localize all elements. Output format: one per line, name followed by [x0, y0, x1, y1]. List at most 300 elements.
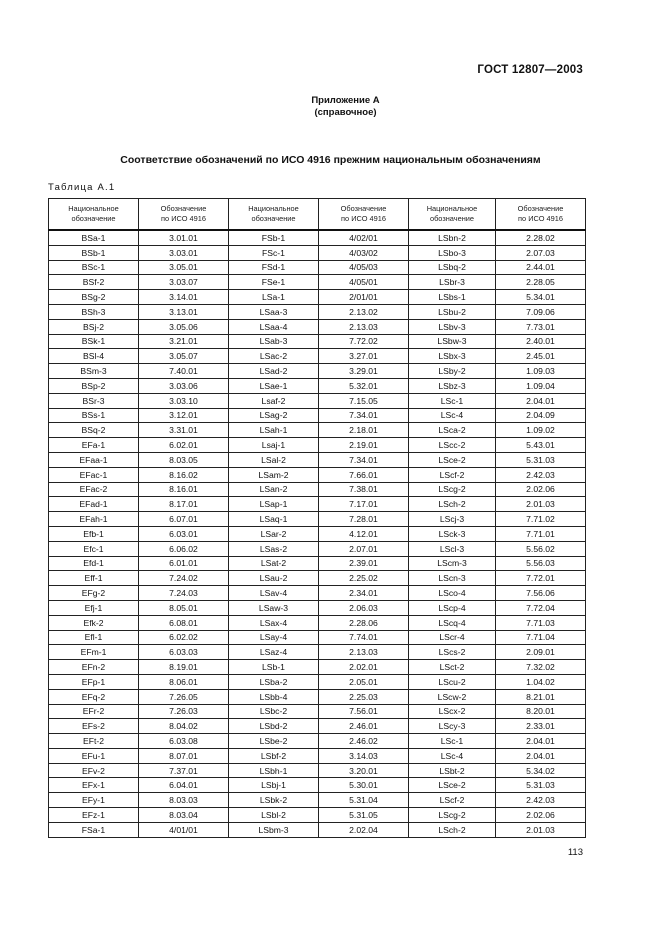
- national-code-cell: LSaa-4: [229, 319, 319, 334]
- iso-code-cell: 6.06.02: [139, 541, 229, 556]
- national-code-cell: LSab-3: [229, 334, 319, 349]
- iso-code-cell: 2.19.01: [319, 438, 409, 453]
- national-code-cell: BSc-1: [49, 260, 139, 275]
- iso-code-cell: 6.03.03: [139, 645, 229, 660]
- table-row: [49, 748, 586, 763]
- iso-code-cell: 5.31.03: [496, 452, 586, 467]
- table-row: [49, 734, 586, 749]
- iso-code-cell: 7.15.05: [319, 393, 409, 408]
- table-row: [49, 378, 586, 393]
- table-body: [49, 230, 586, 837]
- iso-code-cell: 2.13.03: [319, 645, 409, 660]
- iso-code-cell: 2.40.01: [496, 334, 586, 349]
- national-code-cell: FSe-1: [229, 275, 319, 290]
- national-code-cell: LSa-1: [229, 290, 319, 305]
- national-code-cell: EFaa-1: [49, 452, 139, 467]
- national-code-cell: BSr-3: [49, 393, 139, 408]
- national-code-cell: LSax-4: [229, 615, 319, 630]
- national-code-cell: LSce-2: [409, 778, 496, 793]
- national-code-cell: LSae-1: [229, 378, 319, 393]
- table-row: [49, 586, 586, 601]
- iso-code-cell: 2.04.09: [496, 408, 586, 423]
- national-code-cell: Efd-1: [49, 556, 139, 571]
- national-code-cell: LScs-2: [409, 645, 496, 660]
- iso-code-cell: 7.71.03: [496, 615, 586, 630]
- iso-code-cell: 6.02.02: [139, 630, 229, 645]
- national-code-cell: LSbl-2: [229, 808, 319, 823]
- national-code-cell: EFp-1: [49, 674, 139, 689]
- table-row: [49, 763, 586, 778]
- iso-code-cell: 2.07.01: [319, 541, 409, 556]
- iso-code-cell: 8.05.01: [139, 600, 229, 615]
- national-code-cell: LSbw-3: [409, 334, 496, 349]
- table-row: [49, 482, 586, 497]
- correspondence-table-wrapper: [48, 198, 585, 838]
- header-iso-3: Обозначение по ИСО 4916: [496, 199, 586, 231]
- national-code-cell: EFn-2: [49, 660, 139, 675]
- iso-code-cell: 2.01.03: [496, 822, 586, 837]
- table-row: [49, 349, 586, 364]
- iso-code-cell: 2.33.01: [496, 719, 586, 734]
- iso-code-cell: 8.03.05: [139, 452, 229, 467]
- table-row: [49, 423, 586, 438]
- table-row: [49, 793, 586, 808]
- iso-code-cell: 7.17.01: [319, 497, 409, 512]
- national-code-cell: LSau-2: [229, 571, 319, 586]
- iso-code-cell: 3.12.01: [139, 408, 229, 423]
- national-code-cell: LScf-2: [409, 793, 496, 808]
- iso-code-cell: 8.03.04: [139, 808, 229, 823]
- national-code-cell: LSc-4: [409, 748, 496, 763]
- table-row: [49, 778, 586, 793]
- iso-code-cell: 7.72.04: [496, 600, 586, 615]
- iso-code-cell: 1.09.02: [496, 423, 586, 438]
- national-code-cell: EFx-1: [49, 778, 139, 793]
- national-code-cell: LSah-1: [229, 423, 319, 438]
- national-code-cell: LSco-4: [409, 586, 496, 601]
- iso-code-cell: 2.28.02: [496, 230, 586, 245]
- national-code-cell: LScn-3: [409, 571, 496, 586]
- national-code-cell: LSar-2: [229, 526, 319, 541]
- appendix-label: [0, 95, 661, 119]
- national-code-cell: FSd-1: [229, 260, 319, 275]
- national-code-cell: FSb-1: [229, 230, 319, 245]
- national-code-cell: LSaz-4: [229, 645, 319, 660]
- iso-code-cell: 4/03/02: [319, 245, 409, 260]
- national-code-cell: LSby-2: [409, 364, 496, 379]
- iso-code-cell: 7.56.01: [319, 704, 409, 719]
- national-code-cell: BSb-1: [49, 245, 139, 260]
- iso-code-cell: 6.03.08: [139, 734, 229, 749]
- iso-code-cell: 8.17.01: [139, 497, 229, 512]
- table-row: [49, 526, 586, 541]
- iso-code-cell: 1.09.04: [496, 378, 586, 393]
- national-code-cell: LSay-4: [229, 630, 319, 645]
- national-code-cell: LSat-2: [229, 556, 319, 571]
- iso-code-cell: 2.42.03: [496, 793, 586, 808]
- document-heading: Соответствие обозначений по ИСО 4916 прежним национальным обозначениям: [120, 154, 541, 166]
- iso-code-cell: 7.56.06: [496, 586, 586, 601]
- national-code-cell: LSbx-3: [409, 349, 496, 364]
- national-code-cell: Efb-1: [49, 526, 139, 541]
- iso-code-cell: 8.21.01: [496, 689, 586, 704]
- national-code-cell: EFv-2: [49, 763, 139, 778]
- national-code-cell: BSg-2: [49, 290, 139, 305]
- national-code-cell: LSbj-1: [229, 778, 319, 793]
- iso-code-cell: 3.05.06: [139, 319, 229, 334]
- iso-code-cell: 3.01.01: [139, 230, 229, 245]
- iso-code-cell: 7.26.03: [139, 704, 229, 719]
- table-row: [49, 600, 586, 615]
- national-code-cell: EFm-1: [49, 645, 139, 660]
- national-code-cell: BSa-1: [49, 230, 139, 245]
- iso-code-cell: 3.03.01: [139, 245, 229, 260]
- national-code-cell: LSbc-2: [229, 704, 319, 719]
- national-code-cell: LSbv-3: [409, 319, 496, 334]
- national-code-cell: BSk-1: [49, 334, 139, 349]
- national-code-cell: LSaw-3: [229, 600, 319, 615]
- national-code-cell: BSp-2: [49, 378, 139, 393]
- iso-code-cell: 5.56.03: [496, 556, 586, 571]
- iso-code-cell: 3.13.01: [139, 304, 229, 319]
- national-code-cell: FSa-1: [49, 822, 139, 837]
- iso-code-cell: 7.72.01: [496, 571, 586, 586]
- iso-code-cell: 2.44.01: [496, 260, 586, 275]
- table-row: [49, 334, 586, 349]
- iso-code-cell: 3.29.01: [319, 364, 409, 379]
- national-code-cell: LSbb-4: [229, 689, 319, 704]
- iso-code-cell: 6.01.01: [139, 556, 229, 571]
- iso-code-cell: 2.46.02: [319, 734, 409, 749]
- iso-code-cell: 8.06.01: [139, 674, 229, 689]
- national-code-cell: LScu-2: [409, 674, 496, 689]
- header-national-2: Национальное обозначение: [229, 199, 319, 231]
- iso-code-cell: 2.42.03: [496, 467, 586, 482]
- iso-code-cell: 2.46.01: [319, 719, 409, 734]
- national-code-cell: EFg-2: [49, 586, 139, 601]
- iso-code-cell: 5.34.01: [496, 290, 586, 305]
- iso-code-cell: 7.24.02: [139, 571, 229, 586]
- table-row: [49, 260, 586, 275]
- iso-code-cell: 6.08.01: [139, 615, 229, 630]
- national-code-cell: EFr-2: [49, 704, 139, 719]
- iso-code-cell: 4/05/01: [319, 275, 409, 290]
- national-code-cell: LSbf-2: [229, 748, 319, 763]
- national-code-cell: EFt-2: [49, 734, 139, 749]
- table-row: [49, 571, 586, 586]
- iso-code-cell: 7.09.06: [496, 304, 586, 319]
- national-code-cell: BSj-2: [49, 319, 139, 334]
- iso-code-cell: 3.05.01: [139, 260, 229, 275]
- iso-code-cell: 3.05.07: [139, 349, 229, 364]
- national-code-cell: EFac-2: [49, 482, 139, 497]
- national-code-cell: LScp-4: [409, 600, 496, 615]
- national-code-cell: BSf-2: [49, 275, 139, 290]
- iso-code-cell: 2.02.04: [319, 822, 409, 837]
- table-row: [49, 304, 586, 319]
- national-code-cell: LSce-2: [409, 452, 496, 467]
- iso-code-cell: 2.07.03: [496, 245, 586, 260]
- table-row: [49, 512, 586, 527]
- header-national-1: Национальное обозначение: [49, 199, 139, 231]
- iso-code-cell: 3.14.03: [319, 748, 409, 763]
- national-code-cell: LSct-2: [409, 660, 496, 675]
- national-code-cell: EFad-1: [49, 497, 139, 512]
- header-national-3: Национальное обозначение: [409, 199, 496, 231]
- iso-code-cell: 5.43.01: [496, 438, 586, 453]
- iso-code-cell: 8.19.01: [139, 660, 229, 675]
- national-code-cell: Eff-1: [49, 571, 139, 586]
- iso-code-cell: 2.13.02: [319, 304, 409, 319]
- table-row: [49, 319, 586, 334]
- national-code-cell: Efk-2: [49, 615, 139, 630]
- national-code-cell: LScl-3: [409, 541, 496, 556]
- national-code-cell: BSh-3: [49, 304, 139, 319]
- table-row: [49, 467, 586, 482]
- iso-code-cell: 3.14.01: [139, 290, 229, 305]
- iso-code-cell: 5.34.02: [496, 763, 586, 778]
- table-row: [49, 808, 586, 823]
- iso-code-cell: 4/01/01: [139, 822, 229, 837]
- national-code-cell: EFy-1: [49, 793, 139, 808]
- national-code-cell: LSam-2: [229, 467, 319, 482]
- iso-code-cell: 7.26.05: [139, 689, 229, 704]
- iso-code-cell: 1.04.02: [496, 674, 586, 689]
- table-row: [49, 822, 586, 837]
- national-code-cell: LSbt-2: [409, 763, 496, 778]
- national-code-cell: LScj-3: [409, 512, 496, 527]
- iso-code-cell: 7.66.01: [319, 467, 409, 482]
- table-row: [49, 364, 586, 379]
- national-code-cell: LSbu-2: [409, 304, 496, 319]
- national-code-cell: Efc-1: [49, 541, 139, 556]
- iso-code-cell: 2.06.03: [319, 600, 409, 615]
- iso-code-cell: 8.20.01: [496, 704, 586, 719]
- national-code-cell: LScq-4: [409, 615, 496, 630]
- iso-code-cell: 7.40.01: [139, 364, 229, 379]
- table-row: [49, 719, 586, 734]
- iso-code-cell: 6.03.01: [139, 526, 229, 541]
- national-code-cell: LSba-2: [229, 674, 319, 689]
- national-code-cell: LSal-2: [229, 452, 319, 467]
- correspondence-table: [48, 198, 586, 838]
- national-code-cell: Lsaf-2: [229, 393, 319, 408]
- iso-code-cell: 8.16.02: [139, 467, 229, 482]
- iso-code-cell: 2.04.01: [496, 393, 586, 408]
- page-number: 113: [567, 847, 583, 858]
- iso-code-cell: 2.25.02: [319, 571, 409, 586]
- iso-code-cell: 6.04.01: [139, 778, 229, 793]
- iso-code-cell: 2/01/01: [319, 290, 409, 305]
- national-code-cell: LSc-1: [409, 734, 496, 749]
- national-code-cell: EFz-1: [49, 808, 139, 823]
- national-code-cell: Efj-1: [49, 600, 139, 615]
- iso-code-cell: 5.56.02: [496, 541, 586, 556]
- table-row: [49, 674, 586, 689]
- table-row: [49, 290, 586, 305]
- table-row: [49, 245, 586, 260]
- national-code-cell: LSac-2: [229, 349, 319, 364]
- iso-code-cell: 7.32.02: [496, 660, 586, 675]
- iso-code-cell: 4/05/03: [319, 260, 409, 275]
- iso-code-cell: 3.27.01: [319, 349, 409, 364]
- iso-code-cell: 3.03.06: [139, 378, 229, 393]
- iso-code-cell: 7.72.02: [319, 334, 409, 349]
- iso-code-cell: 6.02.01: [139, 438, 229, 453]
- national-code-cell: EFs-2: [49, 719, 139, 734]
- national-code-cell: LSap-1: [229, 497, 319, 512]
- iso-code-cell: 4.12.01: [319, 526, 409, 541]
- iso-code-cell: 2.13.03: [319, 319, 409, 334]
- appendix-title: Приложение А: [311, 95, 380, 106]
- iso-code-cell: 7.74.01: [319, 630, 409, 645]
- iso-code-cell: 5.31.03: [496, 778, 586, 793]
- national-code-cell: EFah-1: [49, 512, 139, 527]
- table-header-row: [49, 199, 586, 231]
- table-row: [49, 704, 586, 719]
- national-code-cell: Efl-1: [49, 630, 139, 645]
- iso-code-cell: 3.21.01: [139, 334, 229, 349]
- national-code-cell: LSch-2: [409, 497, 496, 512]
- national-code-cell: LScr-4: [409, 630, 496, 645]
- iso-code-cell: 4/02/01: [319, 230, 409, 245]
- national-code-cell: LSag-2: [229, 408, 319, 423]
- national-code-cell: LSc-4: [409, 408, 496, 423]
- table-row: [49, 615, 586, 630]
- iso-code-cell: 2.04.01: [496, 748, 586, 763]
- iso-code-cell: 7.24.03: [139, 586, 229, 601]
- iso-code-cell: 2.02.06: [496, 482, 586, 497]
- table-row: [49, 497, 586, 512]
- table-row: [49, 689, 586, 704]
- national-code-cell: LScc-2: [409, 438, 496, 453]
- national-code-cell: LSbe-2: [229, 734, 319, 749]
- iso-code-cell: 7.34.01: [319, 452, 409, 467]
- national-code-cell: LSan-2: [229, 482, 319, 497]
- national-code-cell: LScf-2: [409, 467, 496, 482]
- iso-code-cell: 5.30.01: [319, 778, 409, 793]
- national-code-cell: LScy-3: [409, 719, 496, 734]
- iso-code-cell: 2.05.01: [319, 674, 409, 689]
- table-row: [49, 452, 586, 467]
- national-code-cell: LSch-2: [409, 822, 496, 837]
- iso-code-cell: 7.34.01: [319, 408, 409, 423]
- iso-code-cell: 2.09.01: [496, 645, 586, 660]
- national-code-cell: LSbs-1: [409, 290, 496, 305]
- iso-code-cell: 8.04.02: [139, 719, 229, 734]
- iso-code-cell: 2.25.03: [319, 689, 409, 704]
- table-row: [49, 393, 586, 408]
- table-row: [49, 230, 586, 245]
- iso-code-cell: 7.28.01: [319, 512, 409, 527]
- iso-code-cell: 2.02.01: [319, 660, 409, 675]
- national-code-cell: LScg-2: [409, 482, 496, 497]
- national-code-cell: LScm-3: [409, 556, 496, 571]
- iso-code-cell: 2.28.06: [319, 615, 409, 630]
- iso-code-cell: 2.34.01: [319, 586, 409, 601]
- iso-code-cell: 8.07.01: [139, 748, 229, 763]
- iso-code-cell: 7.71.01: [496, 526, 586, 541]
- table-row: [49, 645, 586, 660]
- iso-code-cell: 1.09.03: [496, 364, 586, 379]
- national-code-cell: EFa-1: [49, 438, 139, 453]
- appendix-subtitle: (справочное): [314, 107, 377, 118]
- iso-code-cell: 7.38.01: [319, 482, 409, 497]
- table-row: [49, 556, 586, 571]
- header-iso-2: Обозначение по ИСО 4916: [319, 199, 409, 231]
- national-code-cell: LScw-2: [409, 689, 496, 704]
- table-row: [49, 275, 586, 290]
- iso-code-cell: 2.02.06: [496, 808, 586, 823]
- table-row: [49, 660, 586, 675]
- iso-code-cell: 2.39.01: [319, 556, 409, 571]
- iso-code-cell: 2.28.05: [496, 275, 586, 290]
- iso-code-cell: 5.31.04: [319, 793, 409, 808]
- iso-code-cell: 3.03.07: [139, 275, 229, 290]
- national-code-cell: LSbz-3: [409, 378, 496, 393]
- national-code-cell: LSbh-1: [229, 763, 319, 778]
- national-code-cell: BSl-4: [49, 349, 139, 364]
- table-row: [49, 541, 586, 556]
- national-code-cell: FSc-1: [229, 245, 319, 260]
- iso-code-cell: 7.71.02: [496, 512, 586, 527]
- header-iso-1: Обозначение по ИСО 4916: [139, 199, 229, 231]
- iso-code-cell: 3.31.01: [139, 423, 229, 438]
- iso-code-cell: 2.04.01: [496, 734, 586, 749]
- national-code-cell: BSs-1: [49, 408, 139, 423]
- iso-code-cell: 6.07.01: [139, 512, 229, 527]
- iso-code-cell: 2.01.03: [496, 497, 586, 512]
- iso-code-cell: 2.18.01: [319, 423, 409, 438]
- national-code-cell: LSad-2: [229, 364, 319, 379]
- table-row: [49, 408, 586, 423]
- iso-code-cell: 3.03.10: [139, 393, 229, 408]
- national-code-cell: EFq-2: [49, 689, 139, 704]
- national-code-cell: LSbm-3: [229, 822, 319, 837]
- table-caption: Таблица А.1: [48, 182, 116, 193]
- table-row: [49, 630, 586, 645]
- national-code-cell: LSaq-1: [229, 512, 319, 527]
- iso-code-cell: 7.71.04: [496, 630, 586, 645]
- national-code-cell: BSq-2: [49, 423, 139, 438]
- national-code-cell: LSas-2: [229, 541, 319, 556]
- national-code-cell: LSb-1: [229, 660, 319, 675]
- national-code-cell: LSbd-2: [229, 719, 319, 734]
- iso-code-cell: 5.32.01: [319, 378, 409, 393]
- national-code-cell: EFac-1: [49, 467, 139, 482]
- national-code-cell: LSbq-2: [409, 260, 496, 275]
- iso-code-cell: 8.16.01: [139, 482, 229, 497]
- iso-code-cell: 2.45.01: [496, 349, 586, 364]
- standard-code: ГОСТ 12807—2003: [477, 64, 583, 76]
- national-code-cell: LSbr-3: [409, 275, 496, 290]
- national-code-cell: Lsaj-1: [229, 438, 319, 453]
- national-code-cell: EFu-1: [49, 748, 139, 763]
- national-code-cell: LSck-3: [409, 526, 496, 541]
- iso-code-cell: 3.20.01: [319, 763, 409, 778]
- national-code-cell: LSbo-3: [409, 245, 496, 260]
- iso-code-cell: 7.37.01: [139, 763, 229, 778]
- table-row: [49, 438, 586, 453]
- iso-code-cell: 5.31.05: [319, 808, 409, 823]
- national-code-cell: LSav-4: [229, 586, 319, 601]
- national-code-cell: LSbk-2: [229, 793, 319, 808]
- iso-code-cell: 7.73.01: [496, 319, 586, 334]
- national-code-cell: LSc-1: [409, 393, 496, 408]
- national-code-cell: BSm-3: [49, 364, 139, 379]
- national-code-cell: LSaa-3: [229, 304, 319, 319]
- national-code-cell: LSca-2: [409, 423, 496, 438]
